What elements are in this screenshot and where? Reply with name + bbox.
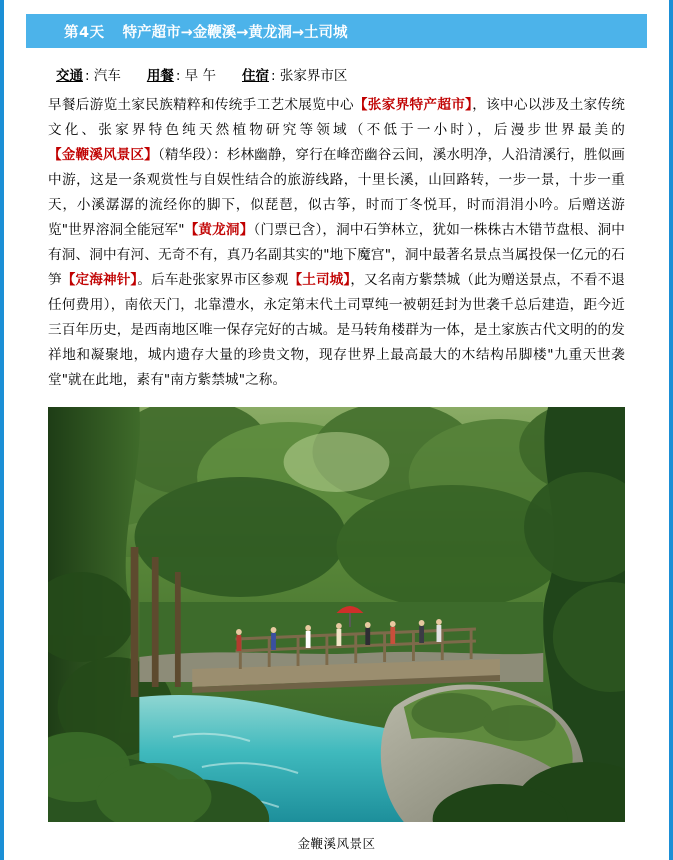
hotel-value: : 张家界市区 [270,68,348,84]
meals-info [147,64,216,84]
photo-container [26,407,647,852]
hotel-info [242,64,347,84]
transport-value: : 汽车 [85,68,121,84]
highlight-tusicheng: 【土司城】 [288,272,351,288]
desc-part-4: （门票已含），洞中石笋林立，犹如一株株古木错节盘根、洞中有洞、洞中有河、无奇不有，真乃名副其实的"地下魔宫"，洞中最著名景点当属投保一亿元的石笋 [48,222,626,288]
itinerary-description [26,93,647,393]
day-number-label: 第4天 [64,24,105,41]
desc-part-3: （精华段）：杉林幽静，穿行在峰峦幽谷云间，溪水明净，人沿清溪行，胜似画中游，这是一条观赏性与自娱性结合的旅游线路，十里长溪，山回路转，一步一景，十步一重天，小溪潺潺的流经你的脚下，似琵琶，似古筝，时而丁冬悦耳，时而涓涓小吟。后赠送游览"世界溶洞全能冠军" [48,147,625,238]
meals-value: : 早 午 [175,68,216,84]
highlight-jinbianxi: 【金鞭溪风景区】 [48,147,158,163]
transport-label: 交通 [56,68,83,84]
trip-info-row [26,64,647,84]
highlight-huanglongdong: 【黄龙洞】 [184,222,254,238]
desc-part-5: 。后车赴张家界市区参观 [137,272,289,288]
day-route-label: 特产超市→金鞭溪→黄龙洞→土司城 [122,24,348,41]
desc-part-1: 早餐后游览土家民族精粹和传统手工艺术展览中心 [48,97,354,113]
photo-caption: 金鞭溪风景区 [297,836,376,851]
transport-info [56,64,121,84]
desc-part-6: ，又名南方紫禁城（此为赠送景点，不看不退任何费用），南依天门，北靠澧水，永定第末代土司覃纯一被朝廷封为世袭千总后建造，距今近三百年历史，是西南地区唯一保存完好的古城。是马转角楼群为一体，是土家族古代文明的的发祥地和凝聚地，城内遗存大量的珍贵文物，现存世界上最高最大的木结构吊脚楼"九重天世袭堂"就在此地，素有"南方紫禁城"之称。 [48,272,626,388]
highlight-dinghaishenzhen: 【定海神针】 [61,272,138,288]
highlight-specialty-supermarket: 【张家界特产超市】 [353,97,473,113]
desc-part-2: ，该中心以涉及土家传统文化、张家界特色纯天然植物研究等领域（不低于一小时），后漫步世界最美的 [48,97,625,138]
jinbianxi-scenery-photo [48,407,625,822]
page-inner [4,0,669,852]
scenery-illustration [48,407,625,822]
meals-label: 用餐 [146,68,174,84]
hotel-label: 住宿 [241,68,269,84]
day-header-bar [26,14,647,48]
